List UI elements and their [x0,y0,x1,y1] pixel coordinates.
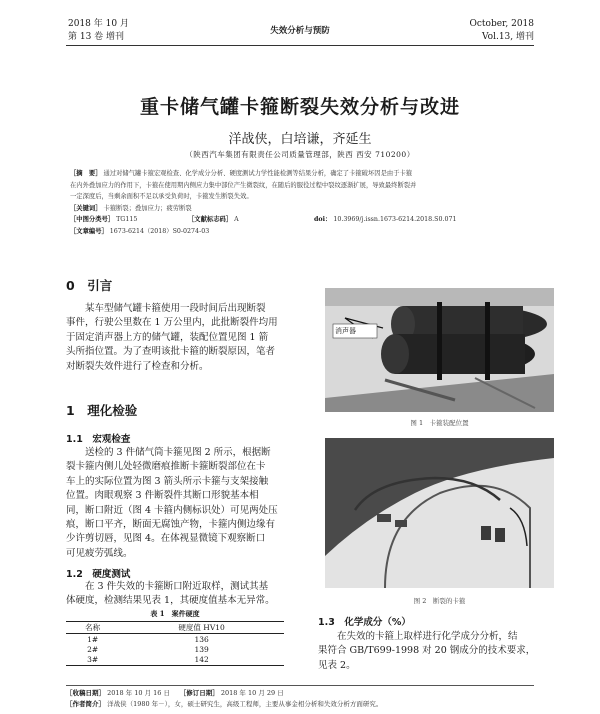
revised-label: ［修订日期］ [183,689,219,697]
header-date: 2018 年 10 月 [68,19,129,29]
keywords-label: ［关键词］ [70,204,102,212]
clc-value: TG115 [116,216,138,224]
table-row [66,634,284,645]
article-no-label: ［文章编号］ [70,227,108,235]
abstract-label: ［摘 要］ [70,170,102,177]
section-1-2-body [66,580,302,609]
abstract-line: 在内外叠加应力的作用下，卡箍在使用期内侧应力集中部位产生微裂纹，在随后的服役过程中裂纹逐渐扩展，导致最终断裂并 [70,181,417,189]
doi: 10.3969/j.issn.1673-6214.2018.S0.071 [333,216,457,224]
table-1-caption: 表 1 案件硬度 [150,609,200,618]
body-line: 送检的 3 件储气筒卡箍见图 2 所示，根据断 [85,447,271,458]
doc-code-label: ［文献标志码］ [188,216,233,224]
received-date: 2018 年 10 月 16 日 [107,689,170,697]
header-journal: 失效分析与预防 [270,26,330,36]
section-title: 引言 [87,278,113,293]
affiliation: （陕西汽车集团有限责任公司质量管理部，陕西 西安 710200） [185,150,415,159]
author-bio-label: ［作者简介］ [66,700,105,708]
figure-1-label: 消声器 [335,327,356,335]
table-cell: 2# [87,644,99,654]
abstract-line: 一定深度后，当剩余面积不足以承受负荷时，卡箍发生断裂失效。 [70,193,253,201]
authors: 洋战侠，白培谦，齐延生 [228,132,372,147]
figure-1-caption: 图 1 卡箍装配位置 [410,419,469,427]
section-1-1-body [66,446,302,561]
table-cell: 139 [194,644,209,654]
section-title: 硬度测试 [92,569,131,580]
table-header-row [66,622,284,634]
header-volume-en: Vol.13, 增刊 [481,32,534,42]
hardness-table [66,621,284,666]
figure-1-drawing [325,288,554,412]
body-line: 裂卡箍内侧儿处轻微磨痕推断卡箍断裂部位在卡 [66,461,266,473]
table-cell: 3# [87,655,99,664]
received-label: ［收稿日期］ [66,689,105,697]
table-header-cell: 名称 [85,623,101,632]
body-line: 少许剪切唇，见图 4。在体视显微镜下观察断口 [66,533,266,545]
body-line: 头所指位置。为了查明该批卡箍的断裂原因，笔者 [66,346,276,358]
body-line: 位置。肉眼观察 3 件断裂件其断口形貌基本相 [66,490,259,502]
abstract-block [70,168,538,238]
body-line: 车上的实际位置为图 3 箭头所示卡箍与支架接触 [66,475,269,487]
footnote-dates [66,688,536,698]
section-number: 0 [66,278,75,293]
keywords: 卡箍断裂；叠加应力；疲劳断裂 [103,204,192,212]
body-line: 见表 2。 [318,659,356,671]
body-line: 在失效的卡箍上取样进行化学成分分析，结 [337,631,518,642]
section-number: 1 [66,403,75,418]
author-bio: 洋战侠（1980 年－），女，硕士研究生，高级工程师，主要从事金相分析和失效分析方面研究。 [107,700,383,708]
figure-2-photo [325,438,554,588]
section-number: 1.2 [66,569,83,580]
article-no: 1673-6214（2018）S0-0274-03 [109,227,210,235]
footnote-rule [66,685,534,686]
table-cell: 142 [194,655,209,664]
section-title: 宏观检查 [92,434,131,445]
abstract-line: 通过对储气罐卡箍宏观检查、化学成分分析、硬度测试力学性能检测等结果分析，确定了卡箍破坏因是由于卡箍 [103,170,413,177]
paper-title: 重卡储气罐卡箍断裂失效分析与改进 [139,96,460,118]
section-title: 理化检验 [87,403,138,418]
table-row [66,655,284,666]
body-line: 在 3 件失效的卡箍断口附近取样，测试其基 [85,581,269,592]
body-line: 痕，断口平齐，断面无腐蚀产物，卡箍内侧边缘有 [66,519,276,531]
table-row [66,644,284,655]
body-line: 某车型储气罐卡箍使用一段时间后出现断裂 [85,303,266,314]
body-line: 对断裂失效件进行了检查和分析。 [66,360,209,372]
footnote-author [66,699,536,709]
table-cell: 136 [194,634,209,644]
body-line: 同，断口附近（图 4 卡箍内侧标识处）可见两处压 [66,504,278,516]
section-1-2-heading [66,566,130,580]
section-0-body [66,302,302,374]
section-1-3-body [318,630,554,673]
table-cell: 1# [87,634,99,644]
body-line: 事件，行驶公里数在 1 万公里内，此批断裂件均用 [66,317,278,329]
body-line: 体硬度，检测结果见表 1，其硬度值基本无异常。 [66,595,275,607]
section-number: 1.1 [66,434,83,445]
section-title: 化学成分（%） [344,617,411,628]
table-header-cell: 硬度值 HV10 [178,623,225,632]
body-line: 果符合 GB/T699-1998 对 20 钢成分的技术要求， [318,645,536,657]
body-line: 于固定消声器上方的储气罐，装配位置见图 1 箭 [66,331,269,343]
figure-2-drawing [325,438,554,588]
section-1-1-heading [66,431,130,445]
revised-date: 2018 年 10 月 29 日 [220,689,284,697]
section-1-3-heading [318,614,411,628]
section-1-heading [66,401,137,419]
clc-label: ［中图分类号］ [70,216,115,224]
figure-1-photo [325,288,554,412]
header-volume: 第 13 卷 增刊 [68,32,125,42]
doc-code: A [234,216,239,224]
section-number: 1.3 [318,617,335,628]
body-line: 可见疲劳弧线。 [66,547,133,559]
header-date-en: October, 2018 [469,19,534,29]
section-0-heading [66,276,112,294]
figure-2-caption: 图 2 断裂的卡箍 [413,597,466,605]
doi-label: doi： [314,216,332,224]
header-rule [66,45,534,46]
